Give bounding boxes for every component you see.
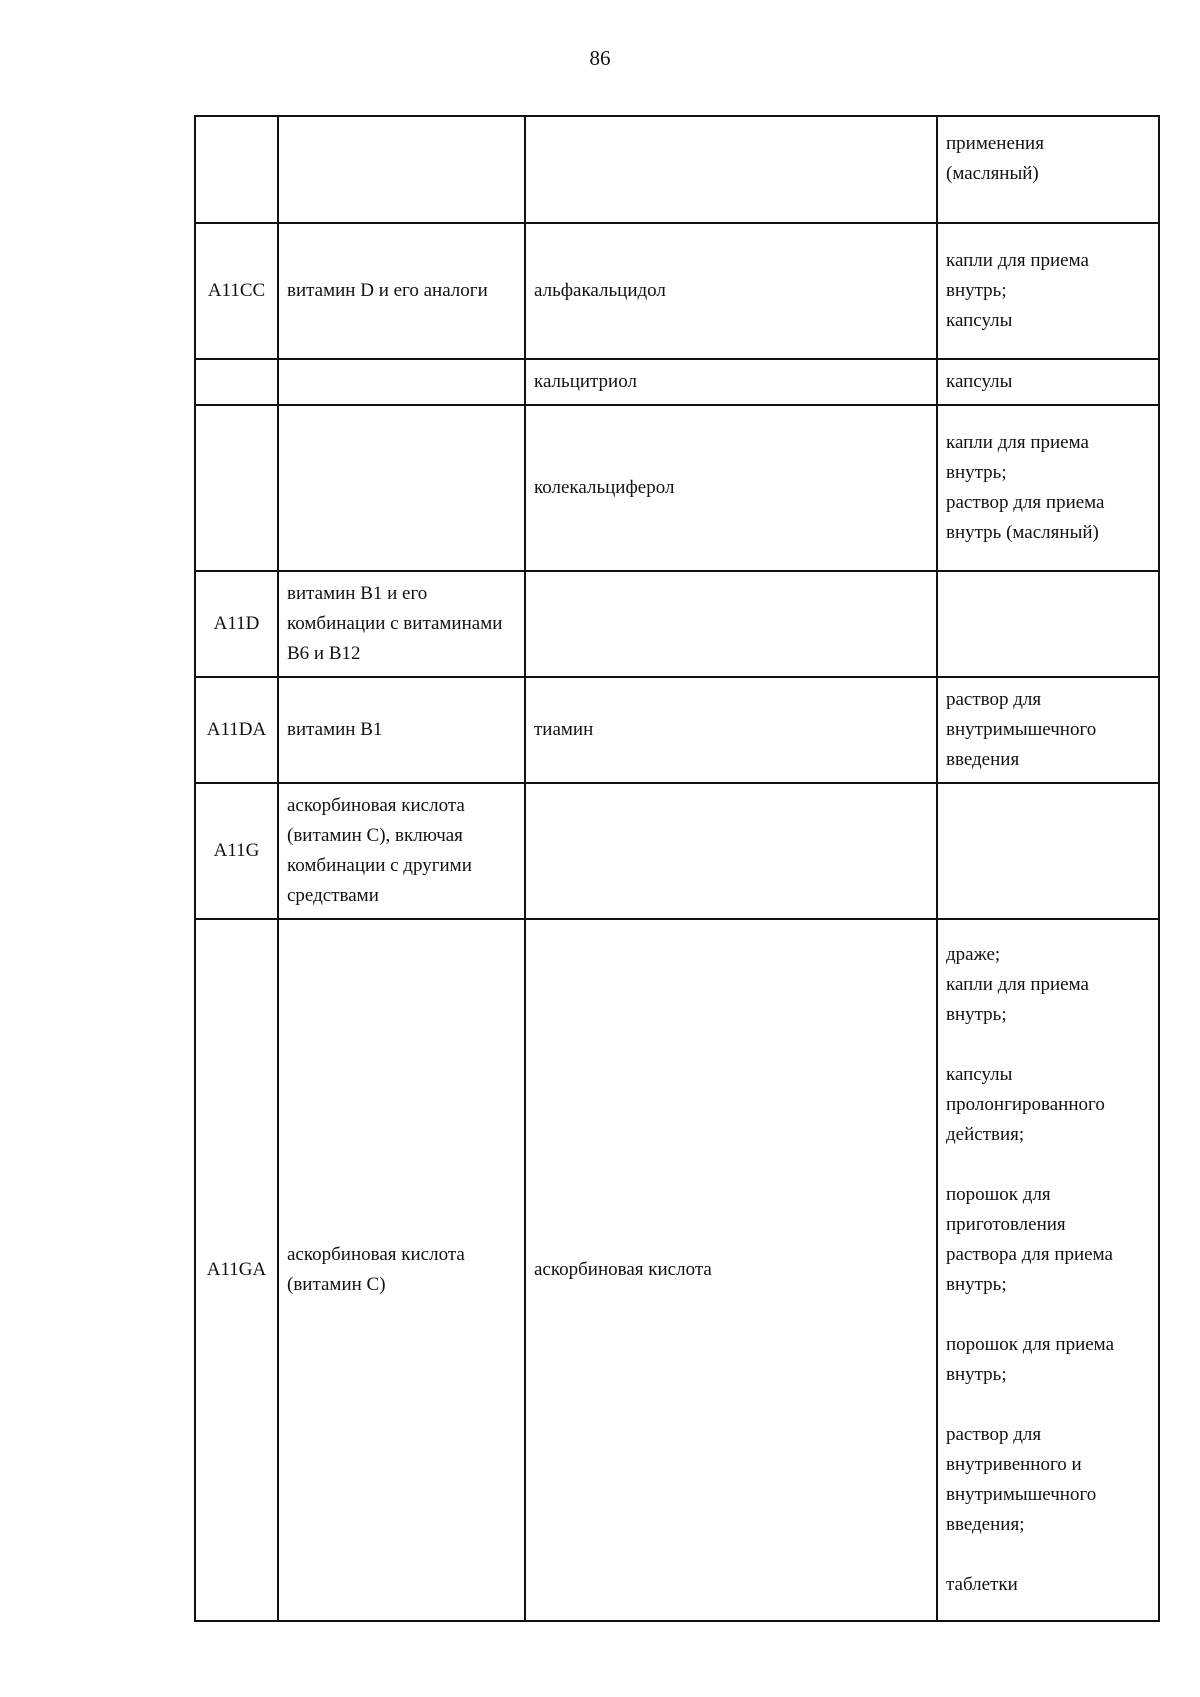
group-name-cell: витамин D и его аналоги — [278, 223, 525, 359]
substance-cell: тиамин — [525, 677, 937, 783]
table-row — [195, 783, 1159, 919]
group-name-cell: витамин B1 — [278, 677, 525, 783]
atc-code-cell — [195, 405, 278, 571]
atc-code-cell: A11D — [195, 571, 278, 677]
group-name-cell: аскорбиновая кислота (витамин C) — [278, 919, 525, 1621]
group-name-cell: аскорбиновая кислота (витамин C), включая комбинации с другими средствами — [278, 783, 525, 919]
table-row — [195, 571, 1159, 677]
dosage-form-cell: раствор для внутримышечного введения — [937, 677, 1159, 783]
atc-code-cell — [195, 359, 278, 405]
atc-code-cell: A11G — [195, 783, 278, 919]
group-name-cell: витамин B1 и его комбинации с витаминами B6 и B12 — [278, 571, 525, 677]
substance-cell: колекальциферол — [525, 405, 937, 571]
table-row — [195, 359, 1159, 405]
group-name-cell — [278, 405, 525, 571]
dosage-form-cell: применения (масляный) — [937, 116, 1159, 223]
atc-code-cell: A11CC — [195, 223, 278, 359]
table-row — [195, 116, 1159, 223]
medicines-table — [194, 115, 1160, 1622]
table-row — [195, 919, 1159, 1621]
atc-code-cell: A11GA — [195, 919, 278, 1621]
table-row — [195, 677, 1159, 783]
dosage-form-cell — [937, 783, 1159, 919]
substance-cell: альфакальцидол — [525, 223, 937, 359]
dosage-form-cell: капли для приема внутрь; раствор для приема внутрь (масляный) — [937, 405, 1159, 571]
atc-code-cell: A11DA — [195, 677, 278, 783]
substance-cell — [525, 571, 937, 677]
group-name-cell — [278, 359, 525, 405]
table-row — [195, 405, 1159, 571]
dosage-form-cell: капли для приема внутрь; капсулы — [937, 223, 1159, 359]
dosage-form-cell: драже; капли для приема внутрь; капсулы пролонгированного действия; порошок для приготовления раствора для приема внутрь; порошок для приема внутрь; раствор для внутривенного и внутримышечного введения; таблетки — [937, 919, 1159, 1621]
group-name-cell — [278, 116, 525, 223]
dosage-form-cell: капсулы — [937, 359, 1159, 405]
table-row — [195, 223, 1159, 359]
page-number: 86 — [589, 46, 611, 70]
atc-code-cell — [195, 116, 278, 223]
substance-cell — [525, 116, 937, 223]
substance-cell: аскорбиновая кислота — [525, 919, 937, 1621]
substance-cell: кальцитриол — [525, 359, 937, 405]
dosage-form-cell — [937, 571, 1159, 677]
substance-cell — [525, 783, 937, 919]
